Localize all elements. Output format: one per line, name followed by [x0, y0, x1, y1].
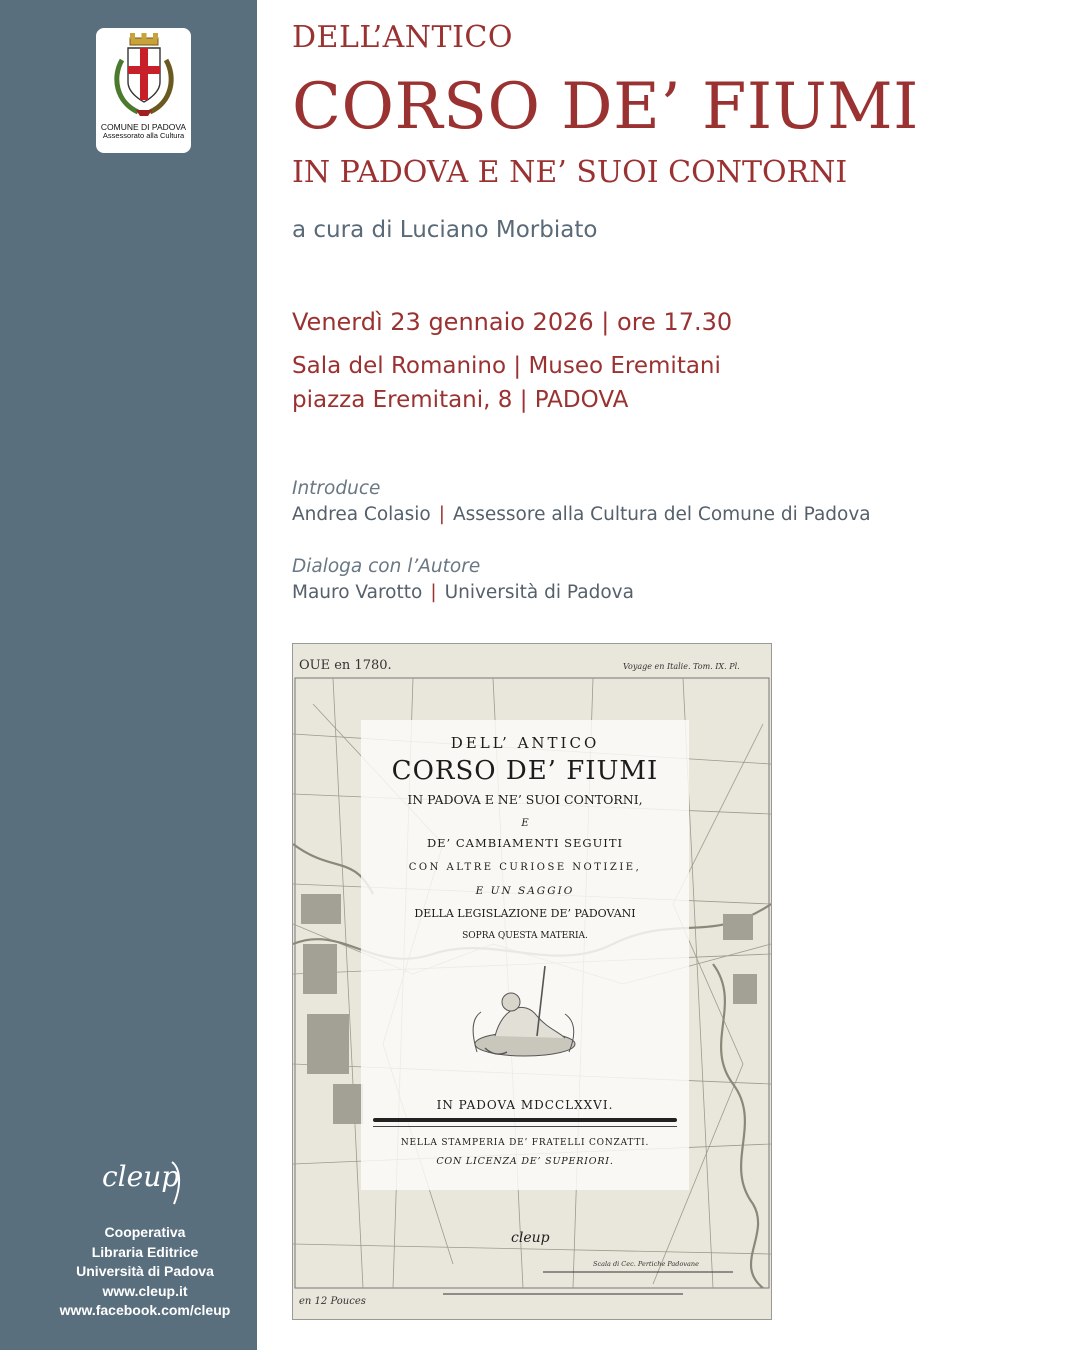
title-line-1: DELL’ANTICO	[292, 20, 513, 55]
separator: |	[513, 353, 522, 379]
event-address	[292, 387, 628, 413]
publisher-facebook[interactable]: www.facebook.com/cleup	[59, 1302, 231, 1318]
cleup-logo	[98, 1156, 190, 1214]
cover-rule	[373, 1118, 677, 1122]
speaker-2-affiliation: Università di Padova	[444, 582, 634, 603]
publisher-line-2: Libraria Editrice	[91, 1243, 199, 1260]
cover-line-8: DELLA LEGISLAZIONE DE’ PADOVANI	[414, 907, 636, 920]
venue-name: Sala del Romanino	[292, 353, 507, 379]
event-time: ore 17.30	[617, 308, 733, 336]
publisher-website[interactable]: www.cleup.it	[102, 1282, 188, 1299]
speaker-1	[292, 504, 871, 525]
speaker-1-name: Andrea Colasio	[292, 504, 431, 525]
separator: |	[519, 387, 528, 413]
cover-publisher-mark: cleup	[511, 1230, 550, 1246]
map-header-right: Voyage en Italie. Tom. IX. Pl.	[623, 662, 740, 671]
cover-line-3: IN PADOVA E NE’ SUOI CONTORNI,	[407, 792, 643, 807]
map-header-left: OUE en 1780.	[299, 658, 392, 673]
cover-line-5: DE’ CAMBIAMENTI SEGUITI	[426, 836, 624, 850]
map-scale: Scala di Cec. Pertiche Padovane	[593, 1260, 699, 1268]
museum-name: Museo Eremitani	[528, 353, 721, 379]
cover-line-4: E	[521, 818, 529, 829]
cover-line-2: CORSO DE’ FIUMI	[391, 756, 659, 786]
cover-line-10: IN PADOVA MDCCLXXVI.	[436, 1098, 614, 1112]
padova-coat-of-arms-icon	[108, 32, 180, 120]
event-date: Venerdì 23 gennaio 2026	[292, 308, 594, 336]
city: PADOVA	[534, 387, 629, 413]
cover-line-7: E UN SAGGIO	[475, 885, 575, 897]
cover-line-12: CON LICENZA DE’ SUPERIORI.	[436, 1156, 614, 1167]
title-line-2: CORSO DE’ FIUMI	[292, 70, 919, 144]
cover-line-1: DELL’ ANTICO	[450, 734, 600, 752]
cover-rule-thin	[373, 1126, 677, 1127]
separator: |	[430, 582, 437, 603]
separator: |	[601, 308, 610, 336]
speaker-1-role: Introduce	[292, 478, 381, 499]
publisher-line-3: Università di Padova	[76, 1263, 214, 1279]
logo-name: COMUNE DI PADOVA	[100, 122, 187, 132]
book-cover	[292, 643, 772, 1320]
speaker-2	[292, 582, 634, 603]
cover-line-11: NELLA STAMPERIA DE’ FRATELLI CONZATTI.	[400, 1138, 650, 1148]
cleup-logo-text: cleup	[102, 1160, 180, 1193]
cover-title-plate	[361, 720, 689, 1190]
publisher-info	[30, 1223, 260, 1321]
cover-line-9: SOPRA QUESTA MATERIA.	[462, 931, 588, 941]
river-god-vignette	[465, 956, 585, 1076]
separator: |	[438, 504, 445, 525]
curator: a cura di Luciano Morbiato	[292, 217, 598, 243]
address: piazza Eremitani, 8	[292, 387, 513, 413]
speaker-2-role: Dialoga con l’Autore	[292, 556, 481, 577]
title-line-3: IN PADOVA E NE’ SUOI CONTORNI	[292, 155, 848, 190]
logo-subtitle: Assessorato alla Cultura	[102, 131, 185, 140]
event-venue	[292, 353, 721, 379]
map-footer-left: en 12 Pouces	[299, 1296, 366, 1307]
publisher-line-1: Cooperativa	[104, 1224, 186, 1240]
speaker-1-affiliation: Assessore alla Cultura del Comune di Padova	[452, 504, 871, 525]
event-date-time	[292, 308, 732, 336]
cover-line-6: CON ALTRE CURIOSE NOTIZIE,	[408, 862, 642, 873]
padova-logo	[96, 28, 191, 153]
speaker-2-name: Mauro Varotto	[292, 582, 423, 603]
sidebar	[0, 0, 257, 1350]
